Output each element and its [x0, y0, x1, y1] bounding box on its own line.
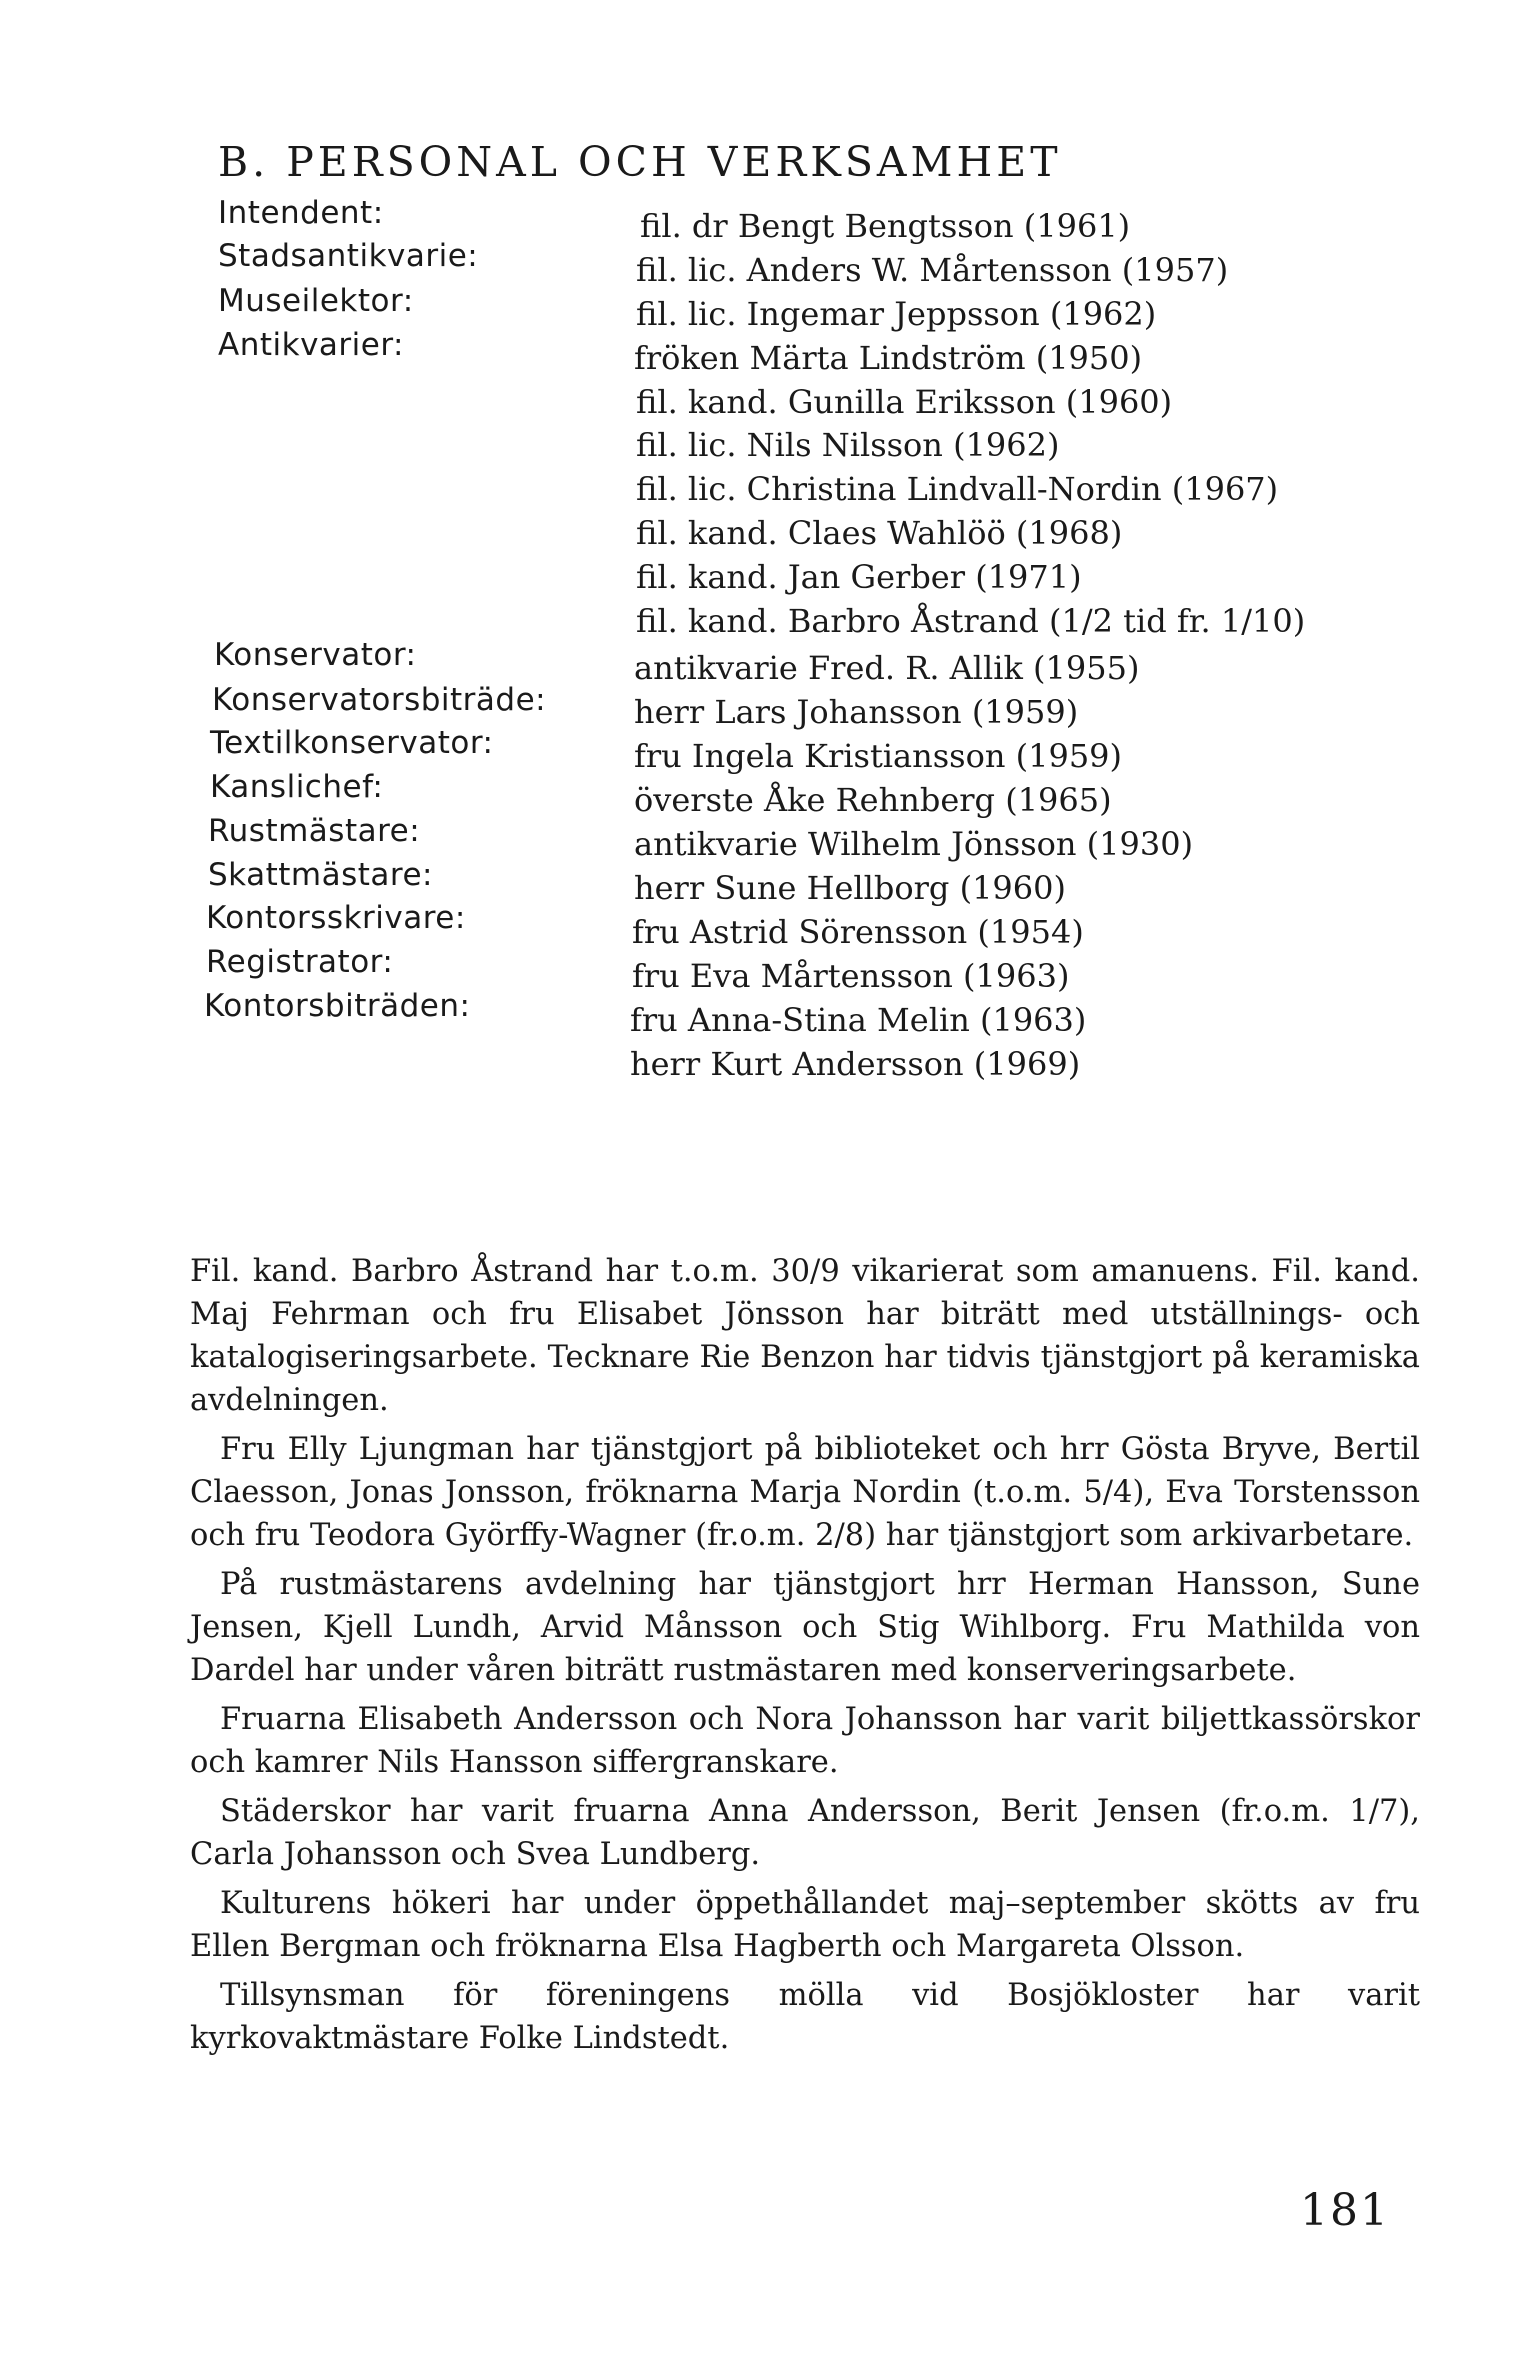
staff-role: Kontorsskrivare: [206, 900, 466, 936]
staff-name: fil. kand. Gunilla Eriksson (1960) [636, 383, 1173, 421]
body-text [190, 1250, 1420, 2066]
staff-name: fru Ingela Kristiansson (1959) [634, 737, 1123, 775]
staff-name: fil. lic. Nils Nilsson (1962) [636, 426, 1060, 464]
staff-role: Intendent: [218, 195, 384, 231]
paragraph: Tillsynsman för föreningens mölla vid Bosjökloster har varit kyrkovaktmästare Folke Lindstedt. [190, 1978, 1420, 2056]
staff-name: fil. lic. Ingemar Jeppsson (1962) [636, 295, 1157, 333]
staff-name: överste Åke Rehnberg (1965) [634, 781, 1112, 819]
staff-role: Registrator: [206, 944, 394, 980]
staff-name: fil. kand. Claes Wahlöö (1968) [636, 514, 1123, 552]
staff-name: fil. dr Bengt Bengtsson (1961) [640, 207, 1131, 245]
staff-name: fru Anna-Stina Melin (1963) [630, 1001, 1087, 1039]
page-number: 181 [1300, 2185, 1390, 2236]
staff-role: Kontorsbiträden: [204, 988, 471, 1024]
staff-role: Antikvarier: [218, 327, 404, 363]
section-heading: B. PERSONAL OCH VERKSAMHET [218, 138, 1062, 186]
paragraph: Städerskor har varit fruarna Anna Andersson, Berit Jensen (fr.o.m. 1/7), Carla Johansson och Svea Lundberg. [190, 1794, 1420, 1872]
staff-name: herr Kurt Andersson (1969) [630, 1045, 1081, 1083]
paragraph: Kulturens hökeri har under öppethållandet maj–september skötts av fru Ellen Bergman och fröknarna Elsa Hagberth och Margareta Olsson. [190, 1886, 1420, 1964]
paragraph: Fruarna Elisabeth Andersson och Nora Johansson har varit biljettkassörskor och kamrer Nils Hansson siffergranskare. [190, 1702, 1420, 1780]
staff-name: antikvarie Fred. R. Allik (1955) [634, 649, 1140, 687]
paragraph: På rustmästarens avdelning har tjänstgjort hrr Herman Hansson, Sune Jensen, Kjell Lundh, Arvid Månsson och Stig Wihlborg. Fru Mathilda von Dardel har under våren biträtt rustmästaren med konserveringsarbete. [190, 1567, 1420, 1688]
staff-name: fru Eva Mårtensson (1963) [632, 957, 1070, 995]
staff-name: herr Sune Hellborg (1960) [634, 869, 1066, 907]
staff-name: fil. kand. Barbro Åstrand (1/2 tid fr. 1/10) [636, 602, 1306, 640]
staff-name: fröken Märta Lindström (1950) [634, 339, 1143, 377]
staff-role: Museilektor: [218, 283, 414, 319]
staff-name: fil. lic. Anders W. Mårtensson (1957) [636, 251, 1229, 289]
paragraph: Fil. kand. Barbro Åstrand har t.o.m. 30/9 vikarierat som amanuens. Fil. kand. Maj Fehrman och fru Elisabet Jönsson har biträtt med utställnings- och katalogiseringsarbete. Tecknare Rie Benzon har tidvis tjänstgjort på keramiska avdelningen. [190, 1254, 1420, 1418]
staff-role: Stadsantikvarie: [218, 238, 479, 274]
staff-name: fru Astrid Sörensson (1954) [632, 913, 1084, 951]
staff-name: herr Lars Johansson (1959) [634, 693, 1079, 731]
staff-name: fil. lic. Christina Lindvall-Nordin (1967) [636, 470, 1279, 508]
staff-name: fil. kand. Jan Gerber (1971) [636, 558, 1082, 596]
staff-role: Konservatorsbiträde: [212, 682, 547, 718]
staff-role: Textilkonservator: [210, 725, 494, 761]
staff-role: Rustmästare: [208, 813, 421, 849]
staff-name: antikvarie Wilhelm Jönsson (1930) [634, 825, 1194, 863]
staff-role: Skattmästare: [208, 857, 433, 893]
paragraph: Fru Elly Ljungman har tjänstgjort på biblioteket och hrr Gösta Bryve, Bertil Claesson, Jonas Jonsson, fröknarna Marja Nordin (t.o.m. 5/4), Eva Torstensson och fru Teodora Györffy-Wagner (fr.o.m. 2/8) har tjänstgjort som arkivarbetare. [190, 1432, 1420, 1553]
staff-role: Konservator: [214, 637, 417, 673]
staff-role: Kanslichef: [210, 769, 384, 805]
